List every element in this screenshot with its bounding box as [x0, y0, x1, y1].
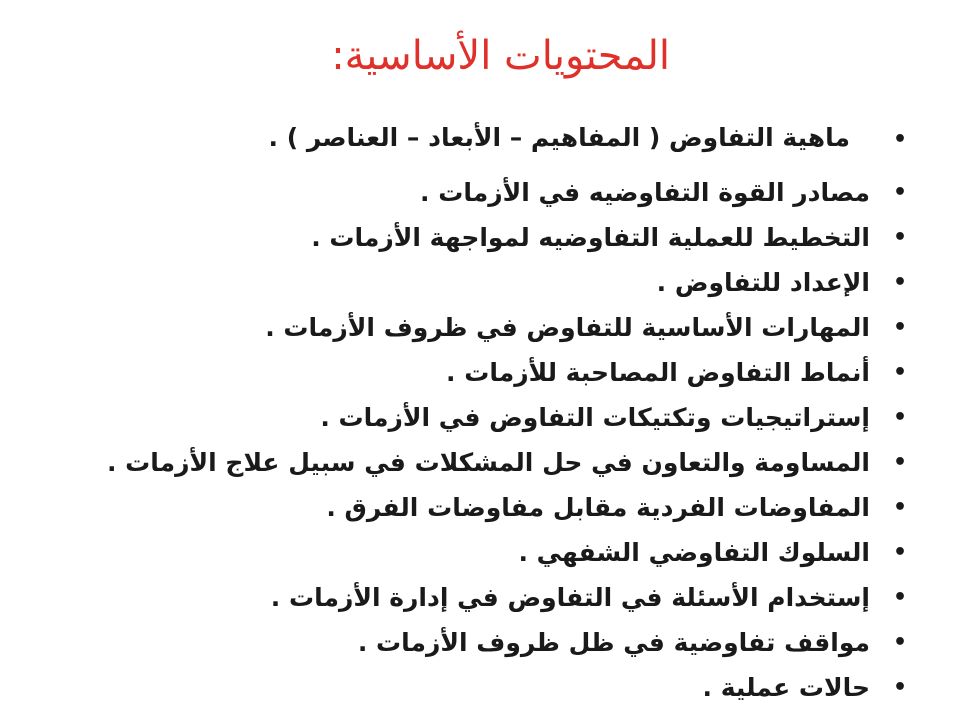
list-item [50, 623, 910, 668]
bullet-icon: • [892, 450, 908, 475]
list-item [50, 578, 910, 623]
bullet-icon: • [892, 315, 908, 340]
bullet-icon: • [892, 540, 908, 565]
list-item-text: حالات عملية . [702, 673, 870, 702]
bullet-icon: • [892, 495, 908, 520]
list-item [50, 353, 910, 398]
list-item-text: المساومة والتعاون في حل المشكلات في سبيل علاج الأزمات . [106, 448, 870, 477]
list-item-text: التخطيط للعملية التفاوضيه لمواجهة الأزمات . [311, 223, 870, 252]
list-item-text: المفاوضات الفردية مقابل مفاوضات الفرق . [326, 493, 870, 522]
bullet-icon: • [892, 270, 908, 295]
list-item [50, 218, 910, 263]
list-item-text: أنماط التفاوض المصاحبة للأزمات . [446, 358, 870, 387]
list-item-text: إستخدام الأسئلة في التفاوض في إدارة الأزمات . [270, 583, 870, 612]
content-list [50, 125, 910, 713]
bullet-icon: • [892, 675, 908, 700]
list-item [190, 123, 908, 173]
bullet-icon: • [892, 585, 908, 610]
bullet-icon: • [892, 180, 908, 205]
list-item [50, 398, 910, 443]
list-item-text: مواقف تفاوضية في ظل ظروف الأزمات . [357, 628, 870, 657]
bullet-icon: • [892, 360, 908, 385]
list-item-text: إستراتيجيات وتكتيكات التفاوض في الأزمات . [320, 403, 870, 432]
list-item [50, 308, 910, 353]
bullet-icon: • [892, 127, 908, 152]
list-item [50, 263, 910, 308]
list-item [50, 173, 910, 218]
bullet-icon: • [892, 405, 908, 430]
list-item-text: السلوك التفاوضي الشفهي . [518, 538, 870, 567]
list-item [50, 443, 910, 488]
list-item-text: المهارات الأساسية للتفاوض في ظروف الأزمات . [265, 313, 870, 342]
bullet-icon: • [892, 630, 908, 655]
list-item-text: مصادر القوة التفاوضيه في الأزمات . [420, 178, 870, 207]
list-item [50, 488, 910, 533]
list-item-text: الإعداد للتفاوض . [656, 268, 870, 297]
bullet-icon: • [892, 225, 908, 250]
list-item [50, 668, 910, 713]
slide-title: المحتويات الأساسية: [331, 33, 670, 79]
list-item-text: ماهية التفاوض ( المفاهيم – الأبعاد – العناصر ) . [268, 123, 850, 152]
list-item [50, 533, 910, 578]
